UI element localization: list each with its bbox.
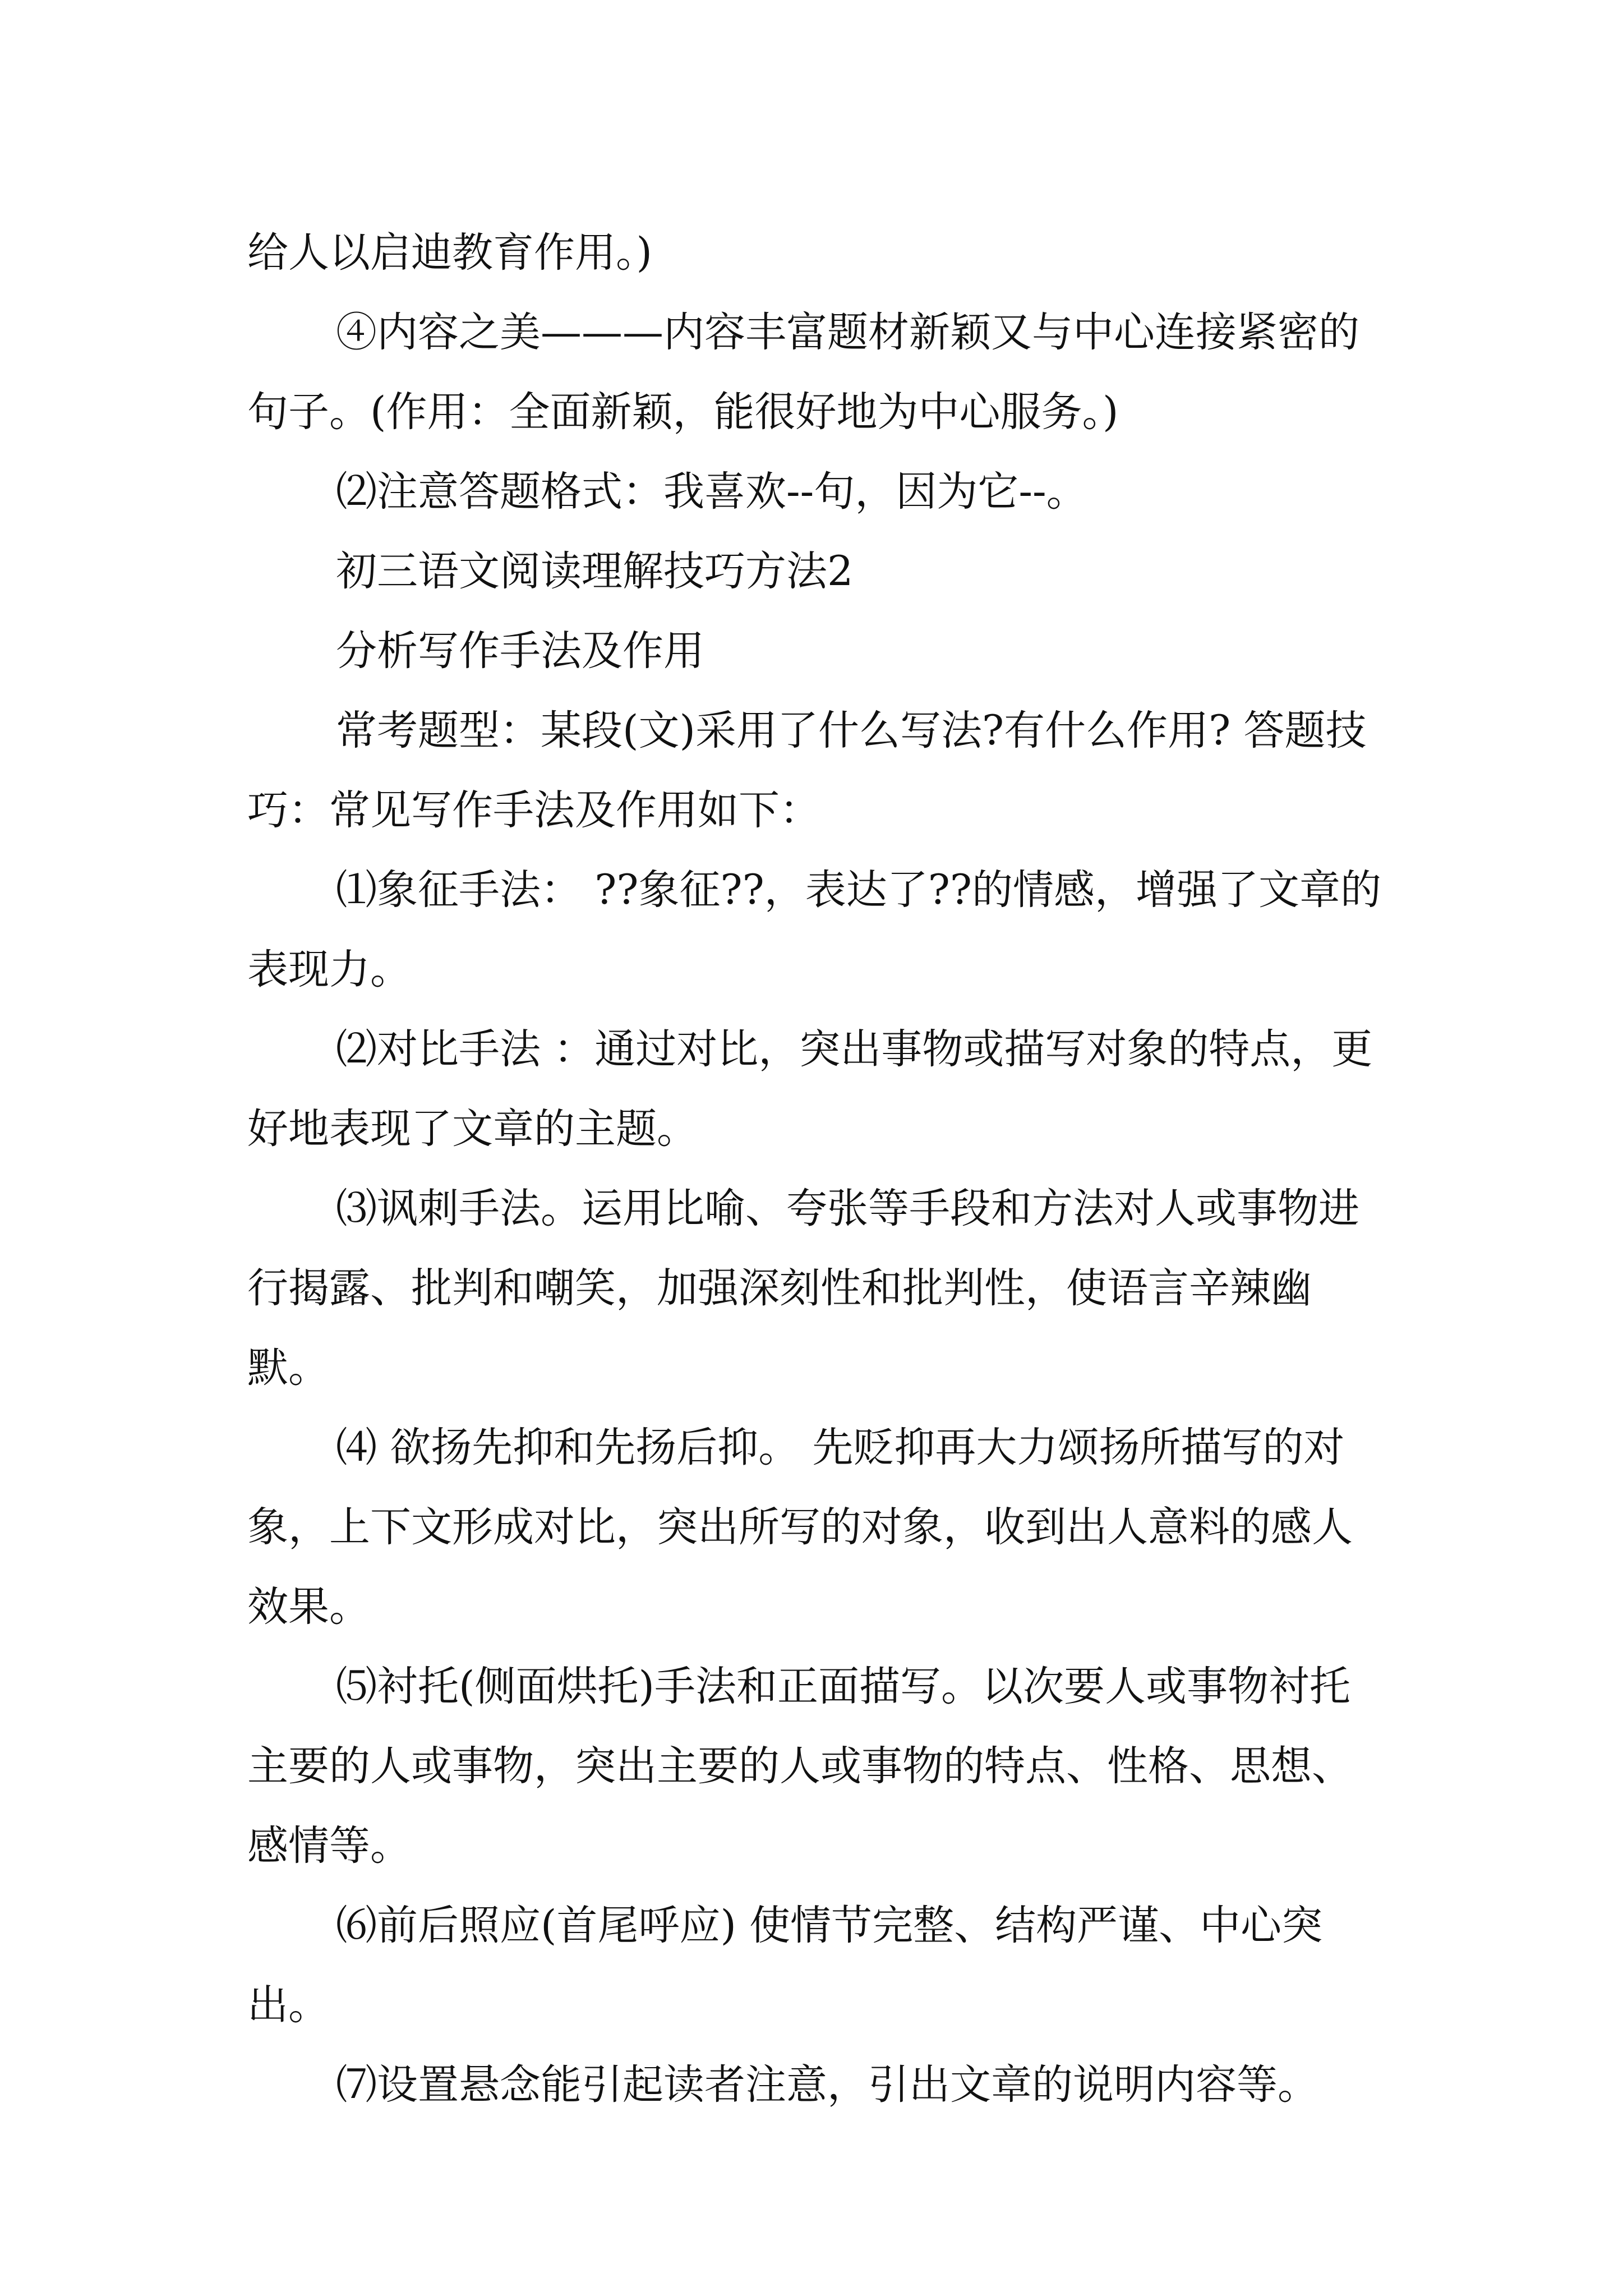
paragraph-content-beauty: ④内容之美———内容丰富题材新颖又与中心连接紧密的句子。(作用：全面新颖，能很好地为中心服务。) (247, 309, 1359, 436)
section-heading: 初三语文阅读理解技巧方法2 (336, 547, 854, 595)
paragraph-item-3: ⑶讽刺手法。运用比喻、夸张等手段和方法对人或事物进行揭露、批判和嘲笑，加强深刻性和批判性，使语言辛辣幽默。 (247, 1185, 1359, 1392)
paragraph-question-type: 常考题型：某段(文)采用了什么写法?有什么作用? 答题技巧：常见写作手法及作用如下： (247, 707, 1367, 834)
paragraph-item-6: ⑹前后照应(首尾呼应) 使情节完整、结构严谨、中心突出。 (247, 1902, 1323, 2029)
document-body (247, 213, 1386, 2125)
section-subheading: 分析写作手法及作用 (336, 627, 704, 675)
paragraph-item-7: ⑺设置悬念能引起读者注意，引出文章的说明内容等。 (336, 2061, 1318, 2109)
paragraph-item-2: ⑵对比手法 ：通过对比，突出事物或描写对象的特点，更好地表现了文章的主题。 (247, 1025, 1373, 1153)
paragraph-answer-format: ⑵注意答题格式：我喜欢--句，因为它--。 (336, 468, 1087, 516)
paragraph-item-4: ⑷ 欲扬先抑和先扬后抑。 先贬抑再大力颂扬所描写的对象，上下文形成对比，突出所写的对象，收到出人意料的感人效果。 (247, 1424, 1353, 1631)
paragraph-item-1: ⑴象征手法： ??象征??，表达了??的情感，增强了文章的表现力。 (247, 866, 1382, 993)
paragraph-item-5: ⑸衬托(侧面烘托)手法和正面描写。以次要人或事物衬托主要的人或事物，突出主要的人或事物的特点、性格、思想、感情等。 (247, 1663, 1353, 1870)
paragraph-continuation: 给人以启迪教育作用。) (247, 229, 652, 277)
